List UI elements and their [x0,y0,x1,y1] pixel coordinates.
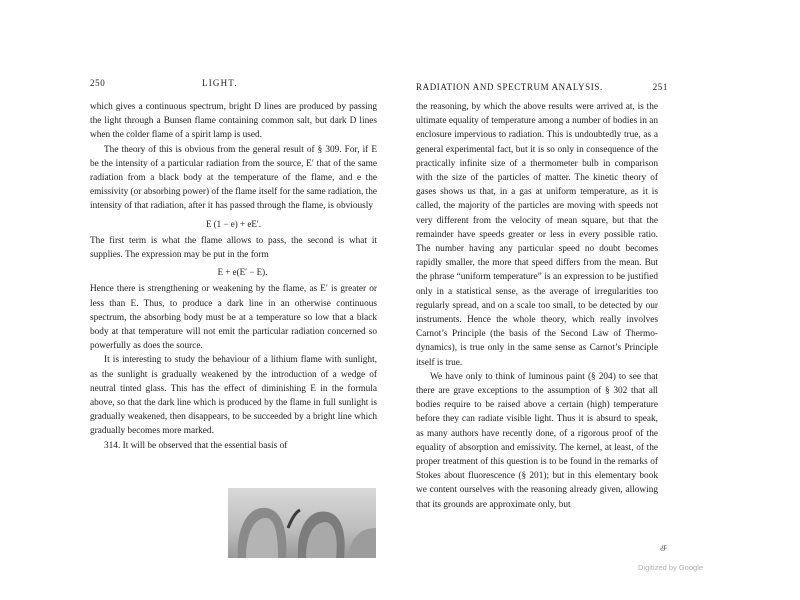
equation-1: E (1 − e) + eE′. [205,218,262,229]
left-paragraph-1: which gives a continuous spectrum, bright D lines are produced by passing the light through a Bunsen flame containing common salt, but dark D lines when the colder flame of a spirit lamp is used. [90,102,377,141]
right-paragraph-2: We have only to think of luminous paint (§ 204) to see that there are grave exceptions to the assumption of § 302 that all bodies require to be raised above a certain (high) temperature before they can radiate visible light. Thus it is absurd to speak, as many authors have recently done, of a rigorous proof of the equality of absorption and emissivity. The kernel, at least, of the proper treatment of this question is to be found in the remarks of Stokes about fluorescence (§ 201); but in this elementary book we content ourselves with the reasoning already given, allowing that its grounds are approximate only, but [416,371,658,510]
left-running-title: LIGHT. [202,78,238,88]
right-page-number: 251 [652,82,668,92]
left-paragraph-4: Hence there is strengthening or weakening by the flame, as E′ is greater or less than E. Thus, to produce a dark line in an otherwise continuous spectrum, the absorbing body must be at a temperature so low that a black body at that temperature will not emit the particular radiation concerned so powerfully as does the source. [90,284,377,352]
right-page-body [416,100,658,512]
left-paragraph-2: The theory of this is obvious from the general result of § 309. For, if E be the intensity of a particular radiation from the source, E′ that of the same radiation from a black body at the temperature of the flame, and e the emissivity (or absorbing power) of the flame itself for the same radiation, the intensity of that radiation, after it has passed through the flame, is obviously [90,144,377,212]
digitized-watermark: Digitized by Google [638,563,704,572]
scan-artifact-image [228,488,376,558]
handwritten-mark: ச [660,540,667,554]
left-page-number: 250 [90,78,106,88]
left-paragraph-5: It is interesting to study the behaviour of a lithium flame with sunlight, as the sunlight is gradually weakened by the introduction of a wedge of neutral tinted glass. This has the effect of diminishing E in the formula above, so that the dark line which is produced by the flame in full sunlight is gradually weakened, then disappears, to be succeeded by a bright line which gradually becomes more marked. [90,355,377,437]
right-running-title: RADIATION AND SPECTRUM ANALYSIS. [416,82,603,92]
equation-2: E + e(E′ − E). [217,267,268,278]
left-page-body [90,100,377,453]
left-running-head [90,70,377,88]
right-paragraph-1: the reasoning, by which the above results were arrived at, is the ultimate equality of temperature among a number of bodies in an enclosure impervious to radiation. This is undoubtedly true, as a general experimental fact, but it is so only in consequence of the practically infinite size of a thermometer bulb in comparison with the size of the particles of matter. The kinetic theory of gases shows us that, in a gas at uniform temperature, as it is called, the majority of the particles are moving with speeds not very different from the velocity of mean square, but that the remainder have speeds greater or less in every possible ratio. The number having any particular speed no doubt becomes rapidly smaller, the more that speed differs from the mean. But the phrase “uniform temperature” is an expression to be justified only in a statistical sense, as the average of irregularities too regularly spread, and on a scale too small, to be detected by our instruments. Hence the whole theory, which really involves Carnot’s Principle (the basis of the Second Law of Thermo-dynamics), is true only in the same sense as Carnot’s Principle itself is true. [416,102,658,368]
left-paragraph-3: The first term is what the flame allows to pass, the second is what it supplies. The expression may be put in the form [90,235,377,261]
scan-artifact-fingers [228,488,376,558]
left-paragraph-6: 314. It will be observed that the essential basis of [104,440,288,451]
right-running-head [416,80,668,98]
right-page [416,80,668,582]
